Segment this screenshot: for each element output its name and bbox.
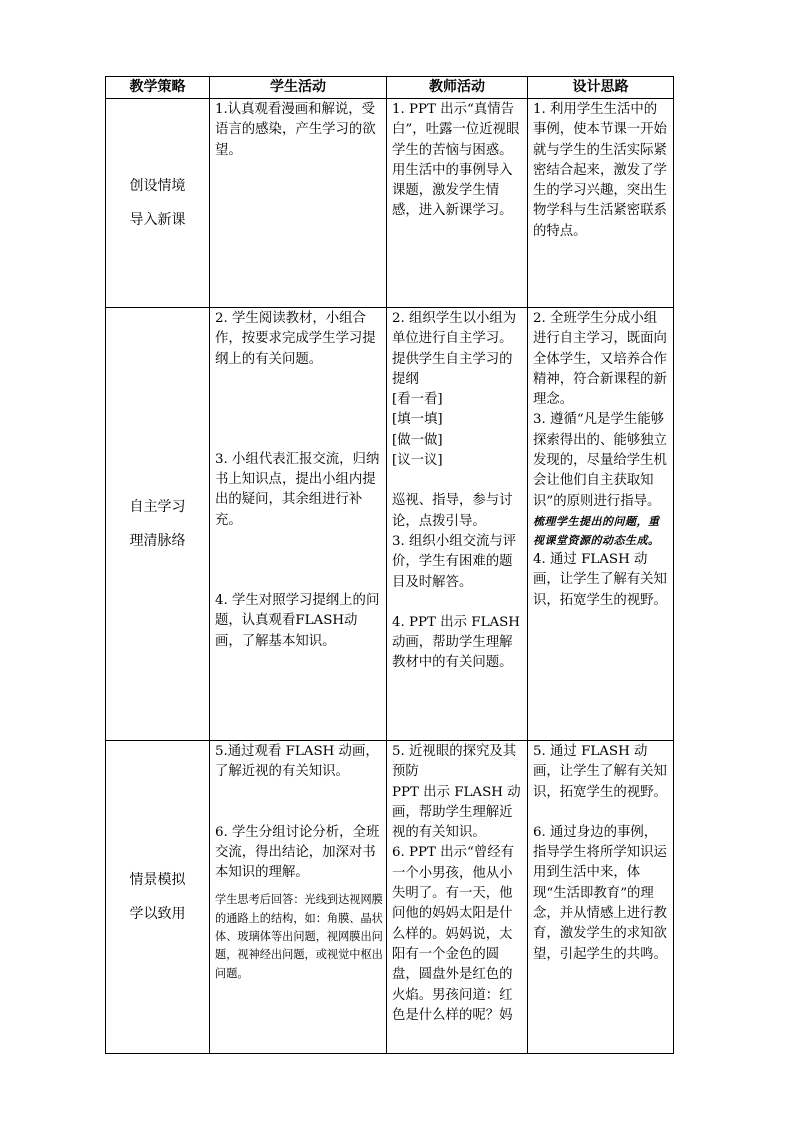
teacher-activity-text: PPT 出示 FLASH 动画，帮助学生理解近视的有关知识。 [392,784,521,841]
design-idea-text: 3. 遵循“凡是学生能够探索得出的、能够独立发现的，尽量给学生机会让他们自主获取知识”的原则进行指导。 [533,412,667,509]
student-activity-cell [210,741,387,1054]
header-teacher-activity: 教师活动 [387,77,528,99]
teacher-activity-text: 6. PPT 出示“曾经有一个小男孩，他从小失明了。有一天，他问他的妈妈太阳是什么样的。妈妈说，太阳有一个金色的圆盘，圆盘外是红色的火焰。男孩问道：红色是什么样的呢？妈 [392,845,515,1023]
header-student-activity: 学生活动 [210,77,387,99]
student-activity-text: 1.认真观看漫画和解说，受语言的感染，产生学习的欲望。 [215,102,376,158]
design-idea-cell [528,308,674,741]
teacher-activity-cell [387,99,528,308]
header-design-idea: 设计思路 [528,77,674,99]
teacher-activity-text: 用生活中的事例导入课题，激发学生情感，进入新课学习。 [392,162,513,219]
design-idea-text: 2. 全班学生分成小组进行自主学习，既面向全体学生，又培养合作精神，符合新课程的新理念。 [533,311,667,408]
strategy-line: 导入新课 [129,212,186,228]
teacher-activity-text: 3. 组织小组交流与评价，学生有困难的题目及时解答。 [392,533,517,590]
design-idea-text: 6. 通过身边的事例，指导学生将所学知识运用到生活中来，体现“生活即教育”的理念，并从情感上进行教育，激发学生的求知欲望，引起学生的共鸣。 [533,824,667,962]
table-row [106,99,674,308]
strategy-line: 理清脉络 [129,533,186,549]
design-idea-cell [528,741,674,1054]
strategy-cell [106,308,210,741]
strategy-line: 创设情境 [129,178,186,194]
design-idea-text: 4. 通过 FLASH 动画，让学生了解有关知识，拓宽学生的视野。 [533,551,667,608]
design-idea-text: 1. 利用学生生活中的事例，使本节课一开始就与学生的生活实际紧密结合起来，激发了学生的学习兴趣，突出生物学科与生活紧密联系的特点。 [533,102,667,239]
teacher-activity-text: [填一填] [392,412,443,428]
student-activity-text: 2. 学生阅读教材，小组合作，按要求完成学生学习提纲上的有关问题。 [215,311,376,367]
student-activity-cell [210,308,387,741]
teacher-activity-text: 4. PPT 出示 FLASH 动画，帮助学生理解教材中的有关问题。 [392,614,520,671]
teacher-activity-text: [看一看] [392,392,443,408]
table-header-row [106,77,674,99]
student-activity-text: 3. 小组代表汇报交流，归纳书上知识点，提出小组内提出的疑问，其余组进行补充。 [215,451,380,528]
student-activity-cell [210,99,387,308]
teacher-activity-text: 巡视、指导，参与讨论，点拨引导。 [392,493,513,529]
strategy-line: 情景模拟 [129,872,186,888]
lesson-plan-table [105,76,674,1054]
design-idea-text: 5. 通过 FLASH 动画，让学生了解有关知识，拓宽学生的视野。 [533,744,667,800]
teacher-activity-text: 2. 组织学生以小组为单位进行自主学习。 [392,311,517,347]
strategy-line: 自主学习 [129,499,186,515]
teacher-activity-text: 1. PPT 出示“真情告白”，吐露一位近视眼学生的苦恼与困惑。 [392,102,520,158]
table-row [106,741,674,1054]
teacher-activity-text: 提供学生自主学习的提纲 [392,351,513,387]
student-activity-text: 4. 学生对照学习提纲上的问题，认真观看FLASH动画，了解基本知识。 [215,593,380,649]
strategy-cell [106,741,210,1054]
teacher-activity-text: [议一议] [392,453,443,469]
design-idea-cell [528,99,674,308]
header-strategy: 教学策略 [106,77,210,99]
teacher-activity-text: [做一做] [392,432,443,448]
teacher-activity-cell [387,308,528,741]
teacher-activity-cell [387,741,528,1054]
strategy-line: 学以致用 [129,906,186,922]
student-activity-text: 5.通过观看 FLASH 动画，了解近视的有关知识。 [215,744,379,780]
teacher-activity-text: 5. 近视眼的探究及其预防 [392,744,517,780]
student-activity-text: 学生思考后回答：光线到达视网膜的通路上的结构，如：角膜、晶状体、玻璃体等出问题，视网膜出问题，视神经出问题，或视觉中枢出问题。 [215,893,383,980]
table-row [106,308,674,741]
student-activity-text: 6. 学生分组讨论分析，全班交流，得出结论，加深对书本知识的理解。 [215,824,380,881]
strategy-cell [106,99,210,308]
handwritten-note: 梳理学生提出的问题，重视课堂资源的动态生成。 [533,514,660,547]
